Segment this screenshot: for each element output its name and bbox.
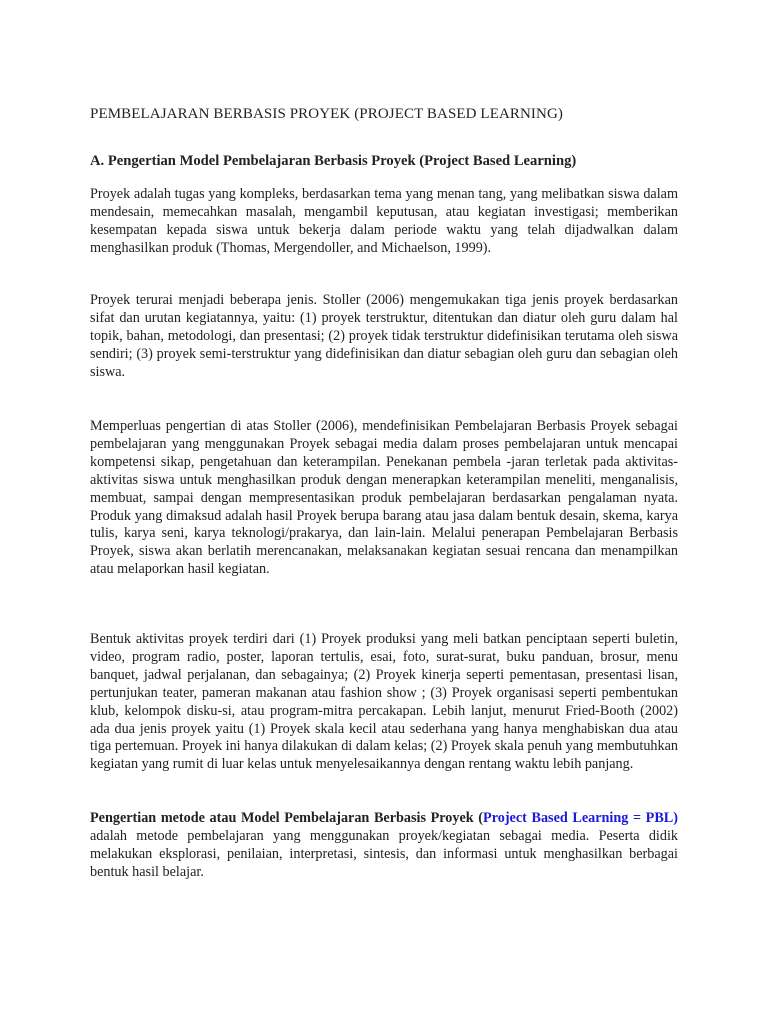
- paragraph-2: Proyek terurai menjadi beberapa jenis. Stoller (2006) mengemukakan tiga jenis proyek berdasarkan sifat dan urutan kegiatannya, yaitu: (1) proyek terstruktur, ditentukan dan diatur oleh guru dalam hal topik, bahan, metodologi, dan presentasi; (2) proyek tidak terstruktur didefinisikan terutama oleh siswa sendiri; (3) proyek semi-terstruktur yang didefinisikan dan diatur sebagian oleh guru dan sebagian oleh siswa.: [90, 292, 678, 380]
- pbl-definition-text: adalah metode pembelajaran yang menggunakan proyek/kegiatan sebagai media. Peserta didik melakukan eksplorasi, penilaian, interpretasi, sintesis, dan informasi untuk menghasilkan berbagai bentuk hasil belajar.: [90, 827, 678, 880]
- pbl-definition-lead: Pengertian metode atau Model Pembelajaran Berbasis Proyek (: [90, 810, 484, 826]
- paragraph-pbl-definition: [90, 810, 678, 882]
- paragraph-4: Bentuk aktivitas proyek terdiri dari (1) Proyek produksi yang meli batkan penciptaan seperti buletin, video, program radio, poster, laporan tertulis, esai, foto, surat-surat, buku panduan, brosur, menu banquet, jadwal perjalanan, dan sebagainya; (2) Proyek kinerja seperti pementasan, presentasi lisan, pertunjukan teater, pameran makanan atau fashion show ; (3) Proyek organisasi seperti pembentukan klub, kelompok disku-si, atau program-mitra percakapan. Lebih lanjut, menurut Fried-Booth (2002) ada dua jenis proyek yaitu (1) Proyek skala kecil atau sederhana yang hanya menghabiskan dua atau tiga pertemuan. Proyek ini hanya dilakukan di dalam kelas; (2) Proyek skala penuh yang membutuhkan kegiatan yang rumit di luar kelas untuk menyelesaikannya dengan rentang waktu lebih panjang.: [90, 631, 678, 773]
- document-title: PEMBELAJARAN BERBASIS PROYEK (PROJECT BASED LEARNING): [90, 106, 563, 122]
- section-heading: A. Pengertian Model Pembelajaran Berbasis Proyek (Project Based Learning): [90, 153, 577, 169]
- paragraph-3: Memperluas pengertian di atas Stoller (2006), mendefinisikan Pembelajaran Berbasis Proyek sebagai pembelajaran yang menggunakan Proyek sebagai media dalam proses pembelajaran untuk mencapai kompetensi sikap, pengetahuan dan keterampilan. Penekanan pembela -jaran terletak pada aktivitas-aktivitas siswa untuk menghasilkan produk dengan menerapkan keterampilan meneliti, menganalisis, membuat, sampai dengan mempresentasikan produk pembelajaran berdasarkan pengalaman nyata. Produk yang dimaksud adalah hasil Proyek berupa barang atau jasa dalam bentuk desain, skema, karya tulis, karya seni, karya teknologi/prakarya, dan lain-lain. Melalui penerapan Pembelajaran Berbasis Proyek, siswa akan berlatih merencanakan, melaksanakan kegiatan sesuai rencana dan menampilkan atau melaporkan hasil kegiatan.: [90, 418, 678, 578]
- paragraph-1: Proyek adalah tugas yang kompleks, berdasarkan tema yang menan tang, yang melibatkan siswa dalam mendesain, memecahkan masalah, mengambil keputusan, atau kegiatan investigasi; memberikan kesempatan kepada siswa untuk bekerja dalam periode waktu yang telah dijadwalkan dalam menghasilkan produk (Thomas, Mergendoller, and Michaelson, 1999).: [90, 186, 678, 256]
- pbl-term: Project Based Learning = PBL): [483, 810, 678, 826]
